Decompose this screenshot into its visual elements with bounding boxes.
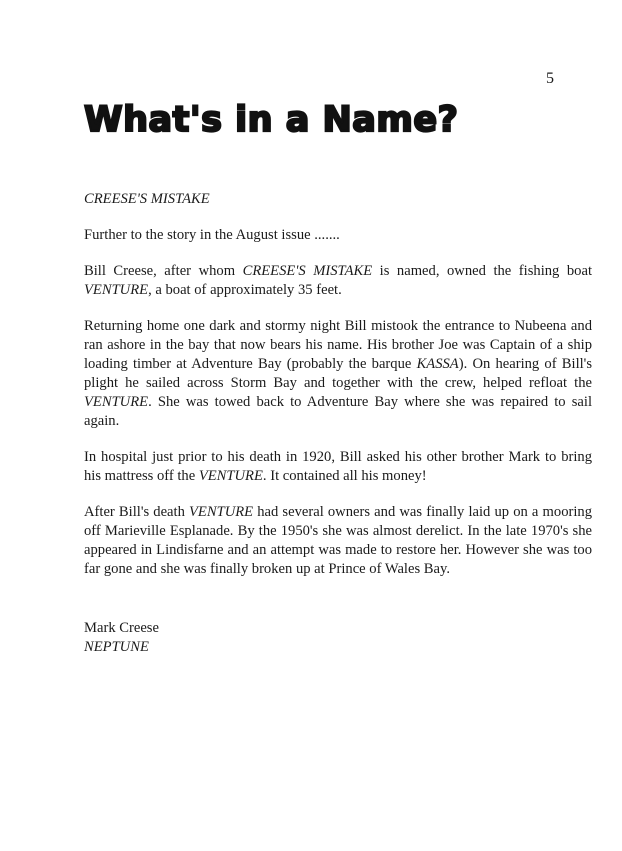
text-run: Returning home one dark and stormy night Bill mistook the entrance to Nubeena and ran ashore in the bay that now bears his name. His brother Joe was Captain of a ship loading timber at Adventure Bay (probably the barque [84,318,592,372]
italic-boat-name: VENTURE [189,504,254,520]
intro-paragraph: Further to the story in the August issue ....... [84,227,340,243]
italic-boat-name: CREESE'S MISTAKE [242,263,373,279]
text-run: , a boat of approximately 35 feet. [148,282,342,298]
page-number: 5 [546,70,554,87]
signature-block [84,619,592,657]
italic-boat-name: VENTURE [84,282,149,298]
text-run: In hospital just prior to his death in 1920, Bill asked his other brother Mark to bring his mattress off the [84,449,592,484]
paragraph-2 [84,317,592,431]
section-title: CREESE'S MISTAKE [84,191,210,207]
paragraph-3 [84,448,592,486]
italic-boat-name: KASSA [416,356,459,372]
text-run: had several owners and was finally laid up on a mooring off Marieville Esplanade. By the 1950's she was almost derelict. In the late 1970's she appeared in Lindisfarne and an attempt was made to restore her. However she was too far gone and she was finally broken up at Prince of Wales Bay. [84,504,592,577]
text-run: Bill Creese, after whom [84,263,243,279]
italic-boat-name: VENTURE [198,468,263,484]
paragraph-4 [84,503,592,579]
page-title: What's in a Name? [84,100,459,140]
text-run: is named, owned the fishing boat [372,263,592,279]
text-run: After Bill's death [84,504,190,520]
signature-author: Mark Creese [84,620,159,636]
text-run: . She was towed back to Adventure Bay where she was repaired to sail again. [84,394,592,429]
text-run: . It contained all his money! [262,468,427,484]
signature-vessel: NEPTUNE [84,639,149,655]
italic-boat-name: VENTURE [84,394,149,410]
paragraph-1 [84,262,592,300]
article-body [84,190,592,657]
text-run: ). On hearing of Bill's plight he sailed across Storm Bay and together with the crew, helped refloat the [84,356,592,391]
